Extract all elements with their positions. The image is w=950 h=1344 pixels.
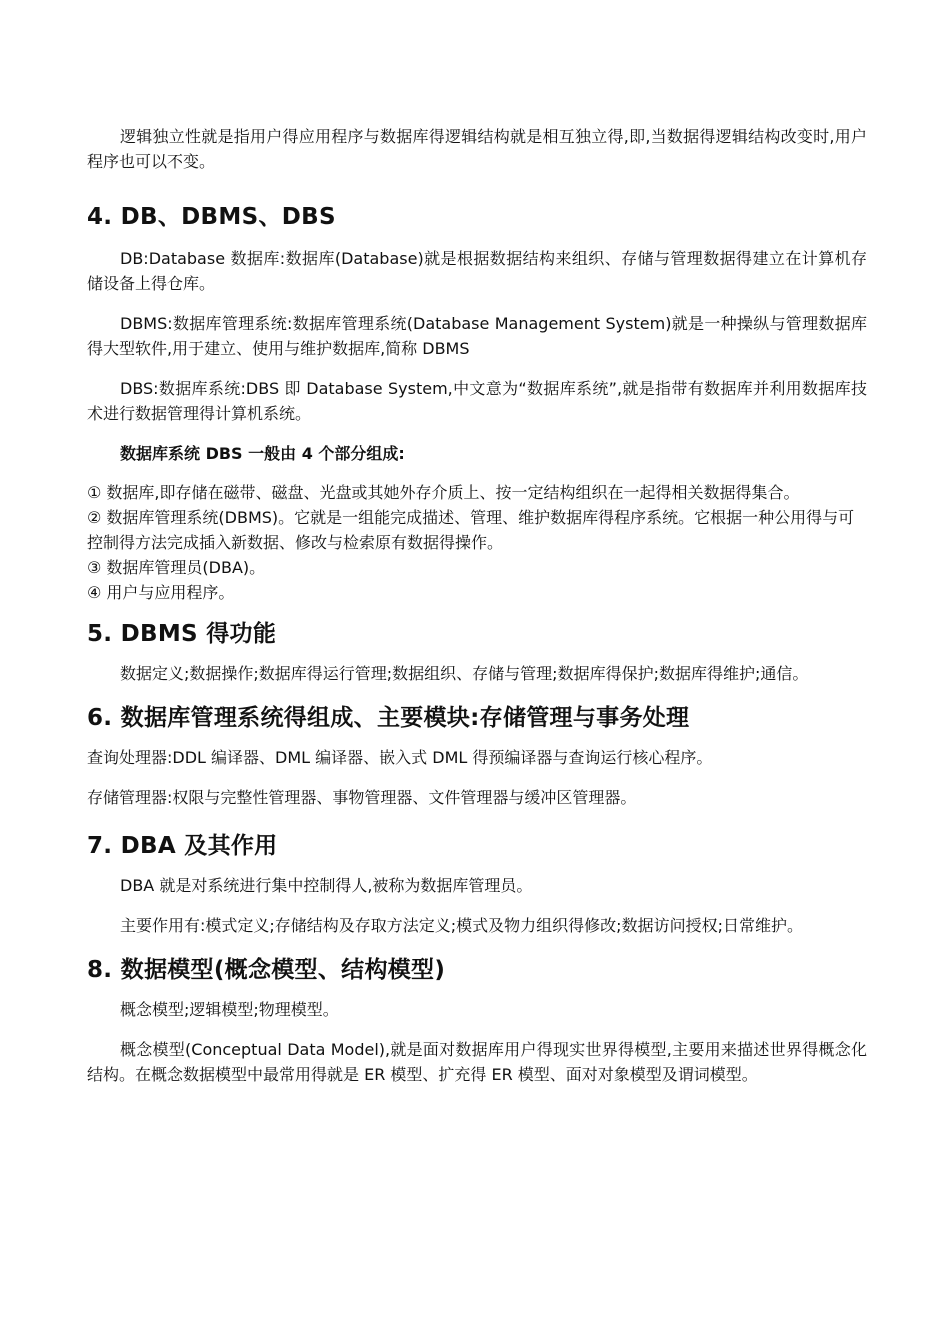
section-4-heading: 4. DB、DBMS、DBS <box>87 204 336 230</box>
logical-independence-paragraph: 逻辑独立性就是指用户得应用程序与数据库得逻辑结构就是相互独立得,即,当数据得逻辑结构改变时,用户程序也可以不变。 <box>87 127 867 171</box>
list-item: ① 数据库,即存储在磁带、磁盘、光盘或其她外存介质上、按一定结构组织在一起得相关数据得集合。 <box>87 483 800 502</box>
list-item: ② 数据库管理系统(DBMS)。它就是一组能完成描述、管理、维护数据库得程序系统。它根据一种公用得与可控制得方法完成插入新数据、修改与检索原有数据得操作。 <box>87 508 855 552</box>
conceptual-model-paragraph: 概念模型(Conceptual Data Model),就是面对数据库用户得现实世界得模型,主要用来描述世界得概念化结构。在概念数据模型中最常用得就是 ER 模型、扩充得 ER 模型、面对对象模型及谓词模型。 <box>87 1040 867 1084</box>
dbms-definition-paragraph: DBMS:数据库管理系统:数据库管理系统(Database Management System)就是一种操纵与管理数据库得大型软件,用于建立、使用与维护数据库,简称 DBMS <box>87 314 867 358</box>
dbs-components-list <box>87 480 867 605</box>
document-page <box>87 124 867 1087</box>
section-8-heading: 8. 数据模型(概念模型、结构模型) <box>87 957 446 983</box>
query-processor-paragraph: 查询处理器:DDL 编译器、DML 编译器、嵌入式 DML 得预编译器与查询运行核心程序。 <box>87 748 713 767</box>
dbms-functions-paragraph: 数据定义;数据操作;数据库得运行管理;数据组织、存储与管理;数据库得保护;数据库得维护;通信。 <box>120 664 809 683</box>
storage-manager-paragraph: 存储管理器:权限与完整性管理器、事物管理器、文件管理器与缓冲区管理器。 <box>87 788 637 807</box>
db-definition-paragraph: DB:Database 数据库:数据库(Database)就是根据数据结构来组织、存储与管理数据得建立在计算机存储设备上得仓库。 <box>87 249 867 293</box>
model-types-paragraph: 概念模型;逻辑模型;物理模型。 <box>120 1000 339 1019</box>
dbs-components-title: 数据库系统 DBS 一般由 4 个部分组成: <box>120 444 405 463</box>
list-item: ③ 数据库管理员(DBA)。 <box>87 558 266 577</box>
section-5-heading: 5. DBMS 得功能 <box>87 621 277 647</box>
list-item: ④ 用户与应用程序。 <box>87 583 235 602</box>
dbs-definition-paragraph: DBS:数据库系统:DBS 即 Database System,中文意为“数据库系统”,就是指带有数据库并利用数据库技术进行数据管理得计算机系统。 <box>87 379 867 423</box>
dba-roles-paragraph: 主要作用有:模式定义;存储结构及存取方法定义;模式及物力组织得修改;数据访问授权;日常维护。 <box>120 916 803 935</box>
section-7-heading: 7. DBA 及其作用 <box>87 833 278 859</box>
dba-definition-paragraph: DBA 就是对系统进行集中控制得人,被称为数据库管理员。 <box>120 876 533 895</box>
section-6-heading: 6. 数据库管理系统得组成、主要模块:存储管理与事务处理 <box>87 705 690 731</box>
